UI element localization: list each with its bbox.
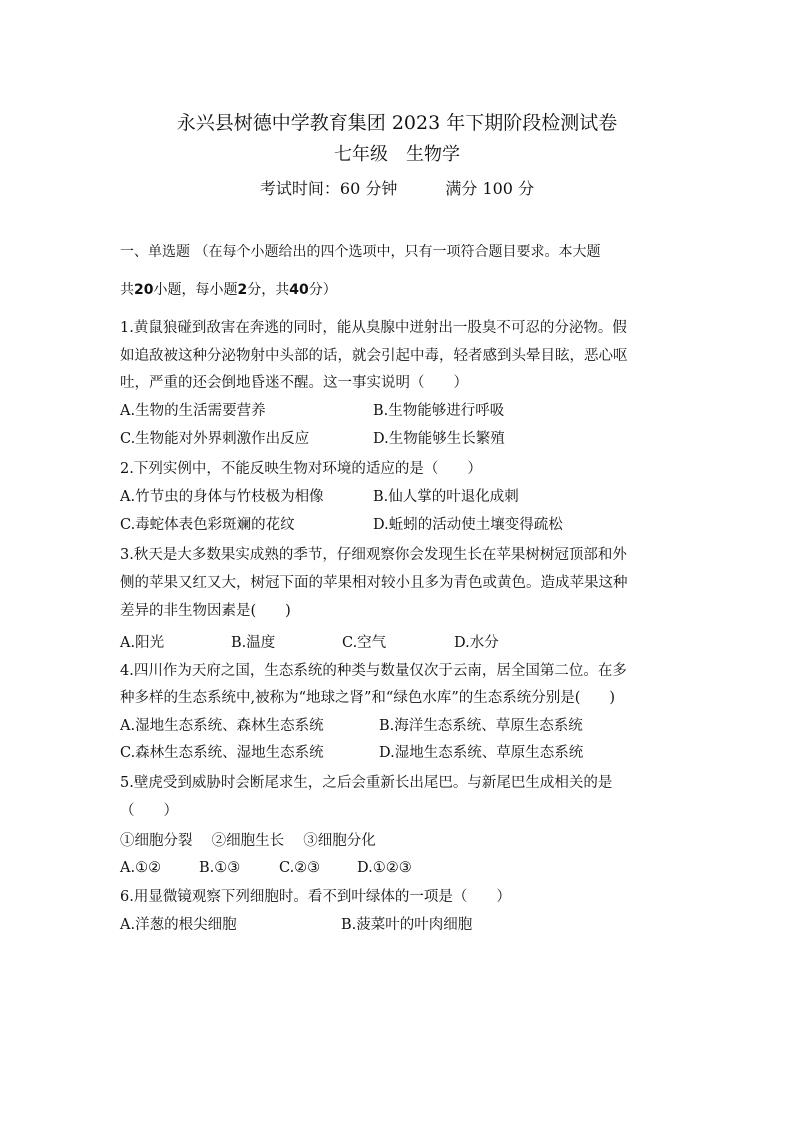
- question-4-option-d: D.湿地生态系统、草原生态系统: [379, 745, 584, 761]
- exam-info: [0, 178, 794, 200]
- question-1-option-d: D.生物能够生长繁殖: [373, 431, 505, 447]
- section-heading-line2: 共20小题，每小题2分，共40分）: [120, 282, 337, 298]
- question-4-line1: 4.四川作为天府之国，生态系统的种类与数量仅次于云南，居全国第二位。在多: [120, 663, 627, 679]
- question-4-option-c: C.森林生态系统、湿地生态系统: [120, 745, 324, 761]
- exam-time: 考试时间：60 分钟: [259, 179, 398, 198]
- question-6-option-a: A.洋葱的根尖细胞: [120, 917, 237, 933]
- question-count: 20: [134, 282, 154, 298]
- question-1-option-a: A.生物的生活需要营养: [120, 403, 266, 419]
- question-4-option-a: A.湿地生态系统、森林生态系统: [120, 718, 324, 734]
- question-5-option-a: A.①②: [120, 860, 162, 876]
- question-5-option-d: D.①②③: [357, 860, 412, 876]
- question-1-line1: 1.黄鼠狼碰到敌害在奔逃的同时，能从臭腺中迸射出一股臭不可忍的分泌物。假: [120, 320, 627, 336]
- question-6-line1: 6.用显微镜观察下列细胞时。看不到叶绿体的一项是（ ）: [120, 889, 511, 905]
- question-5-statements: ①细胞分裂 ②细胞生长 ③细胞分化: [120, 833, 376, 849]
- points-per-question: 2: [237, 282, 248, 298]
- total-points: 40: [289, 282, 309, 298]
- question-5-option-c: C.②③: [279, 860, 321, 876]
- question-3-line3: 差异的非生物因素是( ): [120, 603, 291, 619]
- question-3-option-d: D.水分: [454, 635, 499, 651]
- question-6-option-b: B.菠菜叶的叶肉细胞: [341, 917, 473, 933]
- question-3-option-b: B.温度: [231, 635, 276, 651]
- exam-title: 永兴县树德中学教育集团 2023 年下期阶段检测试卷: [176, 112, 618, 134]
- question-2-option-d: D.蚯蚓的活动使土壤变得疏松: [373, 517, 563, 533]
- question-5-line2: （ ）: [120, 803, 178, 819]
- question-2-option-a: A.竹节虫的身体与竹枝极为相像: [120, 489, 324, 505]
- question-1-line2: 如追敌被这种分泌物射中头部的话，就会引起中毒，轻者感到头晕目眩，恶心呕: [120, 348, 628, 364]
- question-3-option-c: C.空气: [342, 635, 387, 651]
- question-5-line1: 5.壁虎受到威胁时会断尾求生，之后会重新长出尾巴。与新尾巴生成相关的是: [120, 775, 613, 791]
- question-1-option-c: C.生物能对外界刺激作出反应: [120, 431, 310, 447]
- question-4-line2: 种多样的生态系统中,被称为“地球之肾”和“绿色水库”的生态系统分别是( ): [120, 690, 616, 706]
- question-3-line1: 3.秋天是大多数果实成熟的季节，仔细观察你会发现生长在苹果树树冠顶部和外: [120, 547, 627, 563]
- question-5-option-b: B.①③: [199, 860, 241, 876]
- question-3-line2: 侧的苹果又红又大，树冠下面的苹果相对较小且多为青色或黄色。造成苹果这种: [120, 575, 628, 591]
- section-heading-line1: 一、单选题 （在每个小题给出的四个选项中，只有一项符合题目要求。本大题: [120, 244, 601, 260]
- exam-subtitle: 七年级 生物学: [334, 144, 460, 165]
- question-1-option-b: B.生物能够进行呼吸: [373, 403, 505, 419]
- question-2-line1: 2.下列实例中，不能反映生物对环境的适应的是（ ）: [120, 461, 482, 477]
- question-3-option-a: A.阳光: [120, 635, 165, 651]
- question-1-line3: 吐，严重的还会倒地昏迷不醒。这一事实说明（ ）: [120, 375, 468, 391]
- question-2-option-b: B.仙人掌的叶退化成刺: [373, 489, 519, 505]
- question-4-option-b: B.海洋生态系统、草原生态系统: [379, 718, 583, 734]
- exam-full-score: 满分 100 分: [445, 179, 535, 198]
- question-2-option-c: C.毒蛇体表色彩斑斓的花纹: [120, 517, 295, 533]
